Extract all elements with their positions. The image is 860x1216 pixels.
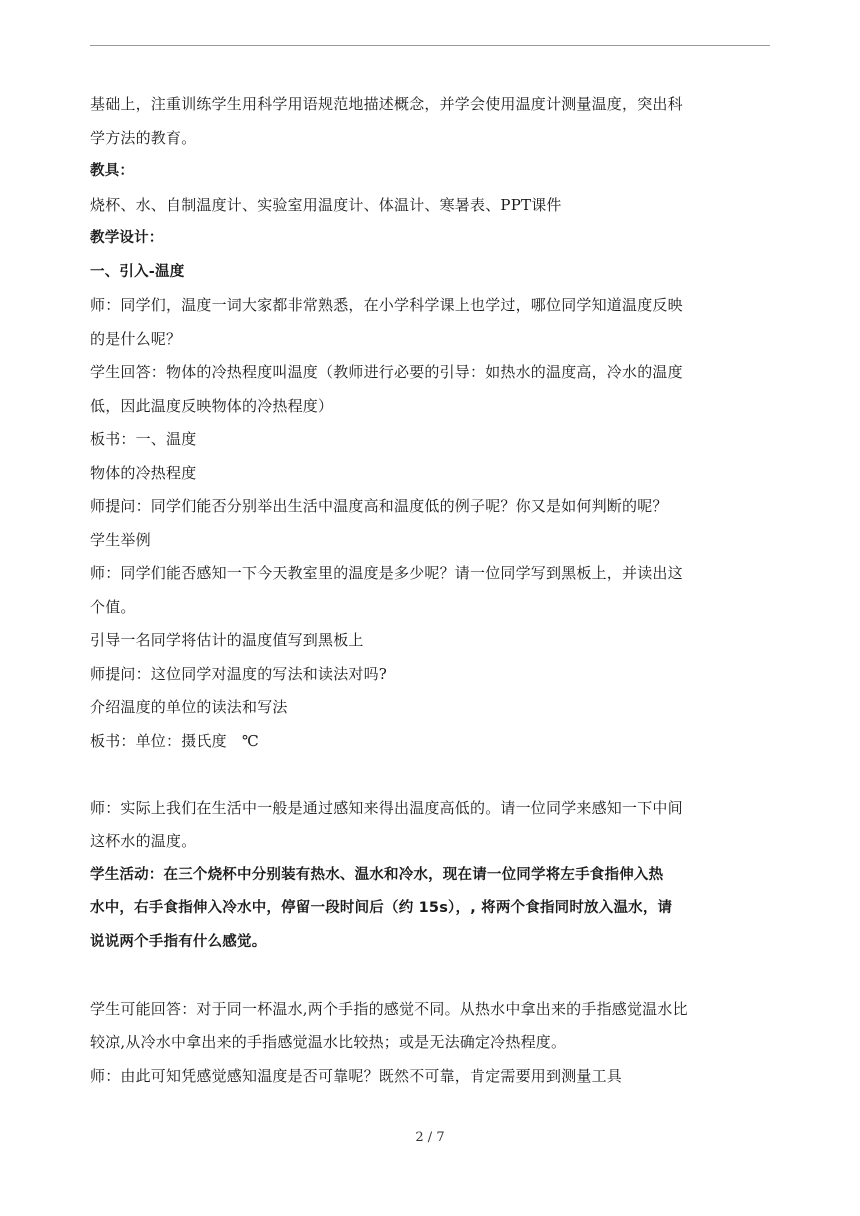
paragraph-line: 个值。 [90,597,136,616]
paragraph-line: 物体的冷热程度 [90,463,197,482]
paragraph-line: 师：由此可知凭感觉感知温度是否可靠呢？既然不可靠，肯定需要用到测量工具 [90,1066,623,1085]
paragraph-line: 基础上，注重训练学生用科学用语规范地描述概念，并学会使用温度计测量温度，突出科 [90,95,683,113]
paragraph-line: 低，因此温度反映物体的冷热程度） [90,396,334,415]
paragraph-line: 学方法的教育。 [90,128,197,147]
paragraph-line: 较凉,从冷水中拿出来的手指感觉温水比较热；或是无法确定冷热程度。 [90,1033,567,1051]
blank-line [90,764,780,798]
paragraph-line: 师提问：同学们能否分别举出生活中温度高和温度低的例子呢？你又是如何判断的呢？ [90,497,668,515]
section-heading-teaching-design: 教学设计： [90,230,164,246]
paragraph-line: 师：同学们，温度一词大家都非常熟悉，在小学科学课上也学过，哪位同学知道温度反映 [90,296,683,314]
blank-line [90,965,780,999]
paragraph-line: 烧杯、水、自制温度计、实验室用温度计、体温计、寒暑表、PPT课件 [90,195,562,214]
student-activity-line: 说说两个手指有什么感觉。 [90,933,267,950]
paragraph-line: 的是什么呢？ [90,329,182,348]
paragraph-line: 板书：单位：摄氏度 ℃ [90,731,259,750]
student-activity-line: 学生活动：在三个烧杯中分别装有热水、温水和冷水，现在请一位同学将左手食指伸入热 [90,866,664,883]
section-heading-intro: 一、引入-温度 [90,263,185,280]
header-rule [90,45,770,46]
paragraph-line: 师提问：这位同学对温度的写法和读法对吗? [90,664,388,683]
paragraph-line: 板书：一、温度 [90,430,197,448]
paragraph-line: 师：实际上我们在生活中一般是通过感知来得出温度高低的。请一位同学来感知一下中间 [90,798,683,817]
paragraph-line: 引导一名同学将估计的温度值写到黑板上 [90,631,364,649]
paragraph-line: 学生回答：物体的冷热程度叫温度（教师进行必要的引导：如热水的温度高，冷水的温度 [90,363,683,381]
paragraph-line: 这杯水的温度。 [90,832,197,850]
paragraph-line: 学生举例 [90,530,151,549]
student-activity-line: 水中，右手食指伸入冷水中，停留一段时间后（约 15s），, 将两个食指同时放入温水，请 [90,900,673,916]
page-number: 2 / 7 [415,1130,445,1145]
paragraph-line: 学生可能回答：对于同一杯温水,两个手指的感觉不同。从热水中拿出来的手指感觉温水比 [90,999,688,1018]
paragraph-line: 师：同学们能否感知一下今天教室里的温度是多少呢？请一位同学写到黑板上，并读出这 [90,564,683,582]
section-heading-teaching-aids: 教具： [90,163,135,179]
paragraph-line: 介绍温度的单位的读法和写法 [90,698,288,716]
document-body [90,94,780,1099]
